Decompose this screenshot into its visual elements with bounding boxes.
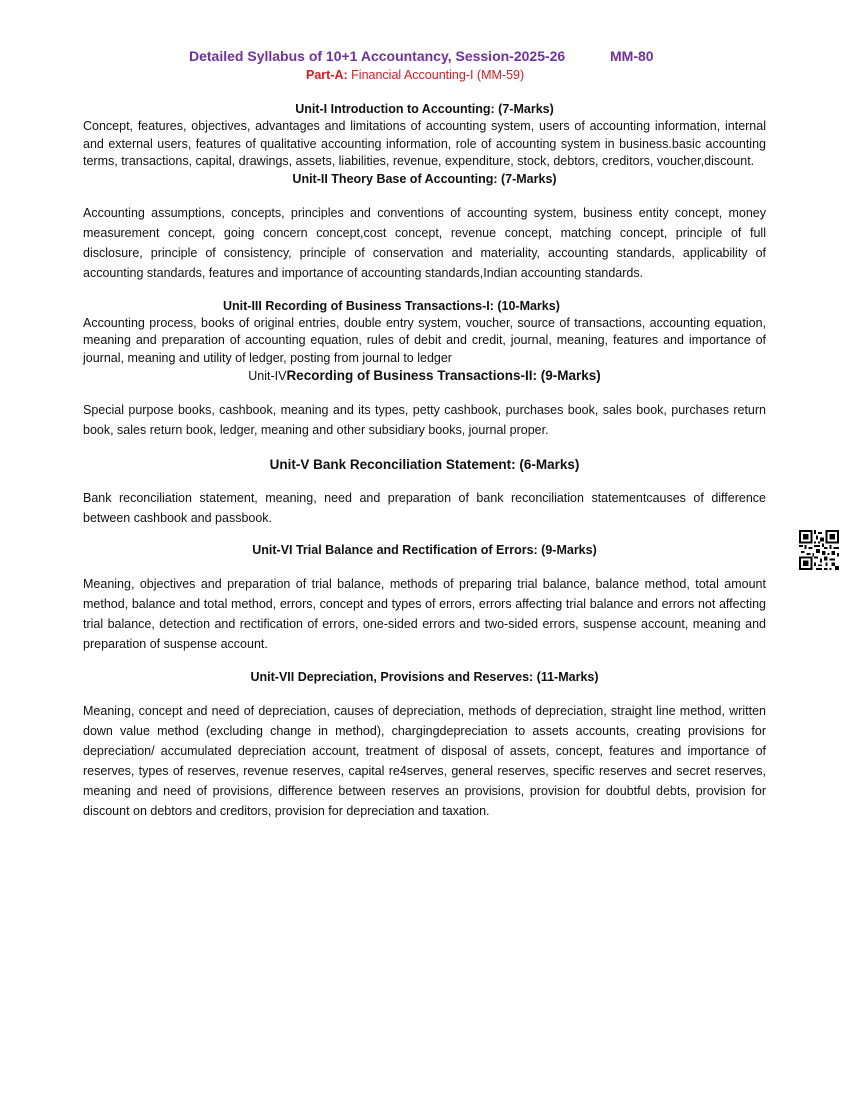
unit-7-text: Meaning, concept and need of depreciation, causes of depreciation, methods of depreciation, straight line method, written down value method (excluding change in method), chargingdepreciation to assets accounts, creating provisions for depreciation/ accumulated depreciation account, treatment of disposal of assets, concept, features and importance of reserves, types of reserves, revenue reserves, capital re4serves, general reserves, specific reserves and secret reserves, meaning and need of provisions, difference between reserves an provisions, provision for doubtful debts, provision for discount on debtors and creditors, provision for depreciation and taxation. xyxy=(83,704,766,818)
unit-7-heading: Unit-VII Depreciation, Provisions and Reserves: (11-Marks) xyxy=(250,670,599,684)
qr-code-icon xyxy=(799,530,839,570)
part-heading xyxy=(306,68,524,82)
unit-2-heading: Unit-II Theory Base of Accounting: (7-Marks) xyxy=(292,171,557,186)
unit-3-text: Accounting process, books of original entries, double entry system, voucher, source of transactions, accounting equation, meaning and preparation of accounting equation, rules of debit and credit, journal, meaning, features and importance of journal, meaning and utility of ledger, posting from journal to ledger xyxy=(83,315,766,365)
unit-5-heading: Unit-V Bank Reconciliation Statement: (6-Marks) xyxy=(269,457,580,472)
unit-4-heading xyxy=(83,367,766,385)
unit-6-heading: Unit-VI Trial Balance and Rectification of Errors: (9-Marks) xyxy=(252,543,597,557)
unit-6-text: Meaning, objectives and preparation of trial balance, methods of preparing trial balance, balance method, total amount method, balance and total method, errors, concept and types of errors, errors affecting trial balance and errors not affecting trial balance, detection and rectification of errors, one-sided errors and two-sided errors, suspense account, meaning and preparation of suspense account. xyxy=(83,577,766,651)
unit-2-text: Accounting assumptions, concepts, principles and conventions of accounting system, business entity concept, money measurement concept, going concern concept,cost concept, revenue concept, matching concept, principle of full disclosure, principle of consistency, principle of conservation and materiality, accounting standards, applicability of accounting standards, features and importance of accounting standards,Indian accounting standards. xyxy=(83,205,766,280)
unit-4-title: Recording of Business Transactions-II: (9-Marks) xyxy=(286,368,601,383)
unit-1-heading: Unit-I Introduction to Accounting: (7-Marks) xyxy=(295,102,554,116)
unit-3-heading: Unit-III Recording of Business Transactions-I: (10-Marks) xyxy=(223,298,560,313)
unit-5-text: Bank reconciliation statement, meaning, need and preparation of bank reconciliation statementcauses of difference between cashbook and passbook. xyxy=(83,491,766,525)
unit-4-prefix: Unit-IV xyxy=(248,369,287,383)
max-marks: MM-80 xyxy=(610,48,654,64)
unit-4-text: Special purpose books, cashbook, meaning and its types, petty cashbook, purchases book, sales book, purchases return book, sales return book, ledger, meaning and other subsidiary books, journal proper. xyxy=(83,403,766,437)
syllabus-content xyxy=(83,101,766,821)
part-title: Financial Accounting-I (MM-59) xyxy=(351,68,525,82)
document-title: Detailed Syllabus of 10+1 Accountancy, Session-2025-26 xyxy=(189,48,566,64)
part-label: Part-A: xyxy=(306,68,348,82)
unit-1-text: Concept, features, objectives, advantages and limitations of accounting system, users of accounting information, internal and external users, features of qualitative accounting information, role of accounting system in business.basic accounting terms, transactions, capital, drawings, assets, liabilities, revenue, expenditure, stock, debtors, creditors, voucher,discount. xyxy=(83,119,766,168)
